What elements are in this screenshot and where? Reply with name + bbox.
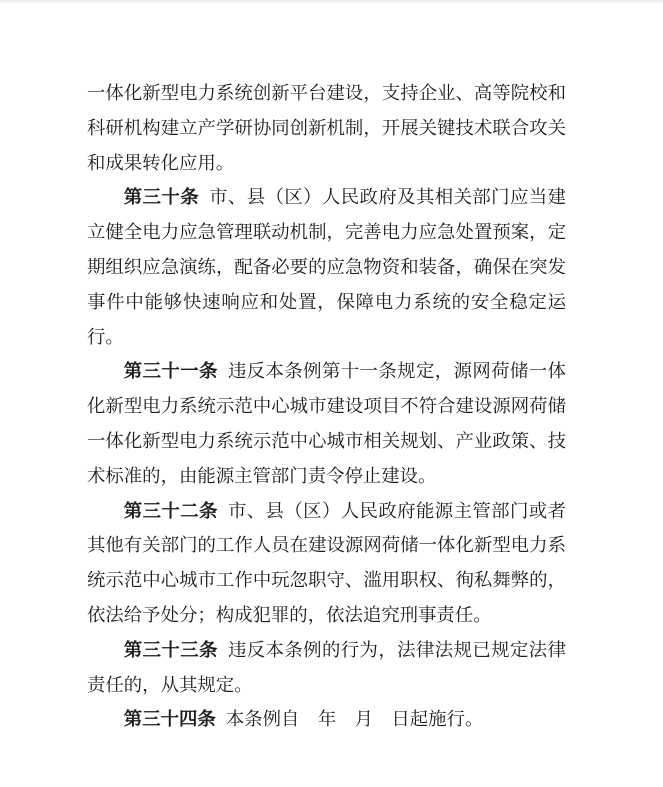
article-34-number: 第三十四条 bbox=[123, 708, 216, 730]
document-text-block bbox=[87, 76, 566, 737]
article-33-number: 第三十三条 bbox=[123, 638, 218, 660]
article-33-paragraph bbox=[87, 633, 566, 703]
article-30-paragraph bbox=[87, 180, 566, 354]
article-32-text: 市、县（区）人民政府能源主管部门或者其他有关部门的工作人员在建设源网荷储一体化新型电力系统示范中心城市工作中玩忽职守、滥用职权、徇私舞弊的，依法给予处分；构成犯罪的，依法追究刑事责任。 bbox=[87, 499, 566, 625]
article-33-text: 违反本条例的行为，法律法规已规定法律责任的，从其规定。 bbox=[87, 638, 566, 695]
article-31-paragraph bbox=[87, 354, 566, 493]
intro-continuation-paragraph: 一体化新型电力系统创新平台建设，支持企业、高等院校和科研机构建立产学研协同创新机制，开展关键技术联合攻关和成果转化应用。 bbox=[87, 82, 566, 173]
article-32-number: 第三十二条 bbox=[123, 499, 218, 521]
article-30-number: 第三十条 bbox=[123, 186, 200, 208]
article-32-paragraph bbox=[87, 494, 566, 633]
article-31-number: 第三十一条 bbox=[123, 360, 218, 382]
article-30-text: 市、县（区）人民政府及其相关部门应当建立健全电力应急管理联动机制，完善电力应急处置预案，定期组织应急演练，配备必要的应急物资和装备，确保在突发事件中能够快速响应和处置，保障电力系统的安全稳定运行。 bbox=[87, 186, 566, 347]
article-34-paragraph bbox=[87, 702, 566, 737]
page-top-edge-shade bbox=[0, 0, 663, 5]
article-34-text: 本条例自 年 月 日起施行。 bbox=[225, 708, 484, 730]
article-31-text: 违反本条例第十一条规定，源网荷储一体化新型电力系统示范中心城市建设项目不符合建设源网荷储一体化新型电力系统示范中心城市相关规划、产业政策、技术标准的，由能源主管部门责令停止建设。 bbox=[87, 360, 566, 486]
